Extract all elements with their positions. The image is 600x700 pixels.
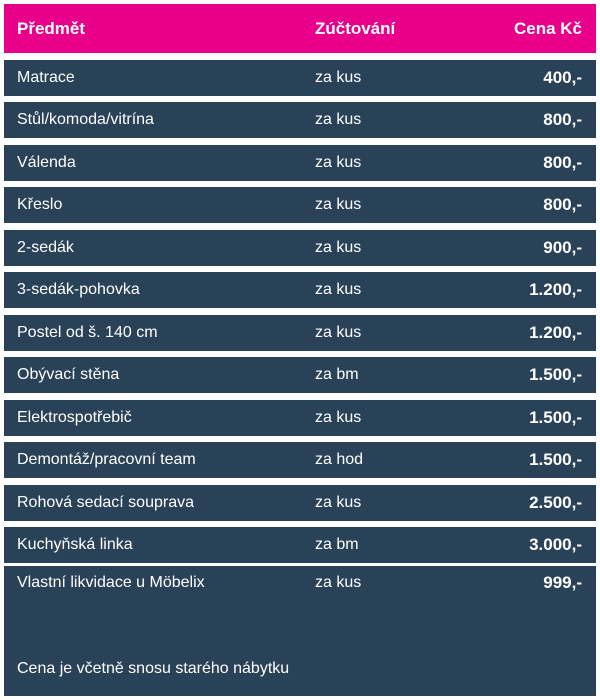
- row-item: Kuchyňská linka: [17, 536, 133, 553]
- row-billing: za kus: [315, 68, 362, 86]
- row-price: 800,-: [543, 110, 582, 129]
- row-price: 900,-: [543, 237, 582, 257]
- row-item: Obývací stěna: [17, 366, 120, 383]
- row-price: 1.500,-: [529, 407, 582, 427]
- row-item: Matrace: [17, 68, 75, 86]
- row-billing: za kus: [315, 281, 362, 298]
- row-price: 2.500,-: [529, 492, 582, 512]
- row-billing: za kus: [315, 493, 362, 511]
- row-billing: za hod: [315, 451, 364, 468]
- row-price: 1.500,-: [529, 450, 582, 469]
- row-price: 800,-: [543, 195, 582, 214]
- row-billing: za kus: [315, 574, 362, 591]
- table-row: [4, 485, 596, 521]
- table-row: [4, 60, 596, 96]
- table-row: [4, 272, 596, 308]
- table-row: [4, 357, 596, 393]
- row-billing: za bm: [315, 366, 359, 383]
- row-billing: za kus: [315, 153, 362, 171]
- table-header: [4, 4, 596, 53]
- table-row: [4, 527, 596, 563]
- row-billing: za kus: [315, 196, 362, 213]
- row-price: 3.000,-: [529, 535, 582, 554]
- disposal-main-line: [4, 566, 596, 600]
- price-table: [4, 4, 596, 563]
- row-billing: za bm: [315, 536, 359, 553]
- row-price: 400,-: [543, 67, 582, 87]
- row-price: 800,-: [543, 152, 582, 172]
- table-row: [4, 442, 596, 478]
- row-billing: za kus: [315, 323, 362, 341]
- row-item: Demontáž/pracovní team: [17, 451, 196, 468]
- row-item: Elektrospotřebič: [17, 408, 132, 426]
- row-price: 1.500,-: [529, 365, 582, 384]
- row-item: Vlastní likvidace u Möbelix: [17, 574, 205, 591]
- row-billing: za kus: [315, 111, 362, 128]
- row-item: 3-sedák-pohovka: [17, 281, 140, 298]
- table-row: [4, 315, 596, 351]
- table-row-disposal: [4, 566, 596, 696]
- row-billing: za kus: [315, 408, 362, 426]
- row-item: Křeslo: [17, 196, 63, 213]
- header-price: Cena Kč: [513, 18, 582, 38]
- row-billing: za kus: [315, 238, 362, 256]
- table-row: [4, 102, 596, 138]
- row-item: Postel od š. 140 cm: [17, 323, 158, 341]
- row-item: Rohová sedací souprava: [17, 493, 194, 511]
- table-row: [4, 230, 596, 266]
- table-row: [4, 400, 596, 436]
- disposal-note: Cena je včetně snosu starého nábytku: [17, 660, 290, 677]
- row-price: 1.200,-: [529, 280, 582, 299]
- header-item: Předmět: [17, 18, 86, 38]
- row-price: 999,-: [543, 573, 582, 592]
- table-row: [4, 187, 596, 223]
- row-item: Stůl/komoda/vitrína: [17, 111, 154, 128]
- row-price: 1.200,-: [529, 322, 582, 342]
- table-row: [4, 145, 596, 181]
- row-item: 2-sedák: [17, 238, 74, 256]
- row-item: Válenda: [17, 153, 76, 171]
- header-billing: Zúčtování: [315, 18, 396, 38]
